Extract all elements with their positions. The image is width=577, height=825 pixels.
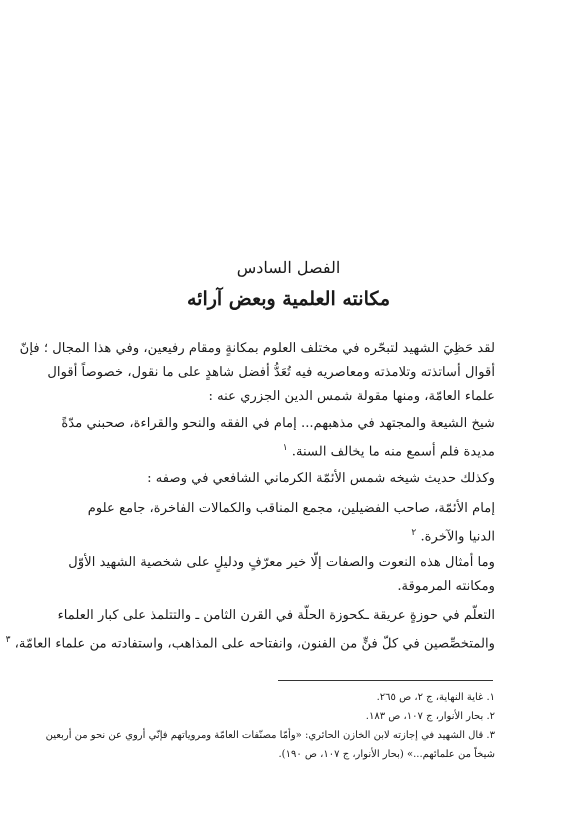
text-line: أقوال أساتذته وتلامذته ومعاصريه فيه تُعَدُّ أفضل شاهدٍ على ما نقول، خصوصاً أقوال xyxy=(47,365,495,380)
text-line: ومكانته المرموقة. xyxy=(397,579,495,594)
quote-text: الدنيا والآخرة. xyxy=(420,529,495,545)
text-line: التعلّم في حوزةٍ عريقة ـكحوزة الحلّة في القرن الثامن ـ والتتلمذ على كبار العلماء xyxy=(57,608,495,623)
text-line: علماء العامّة، ومنها مقولة شمس الدين الجزري عنه : xyxy=(208,389,495,404)
footnote-reference: ٢ xyxy=(411,528,417,538)
text-line xyxy=(75,436,495,464)
footnote-1: ١. غاية النهاية، ج ٢، ص ٢٦٥. xyxy=(376,692,495,703)
text-line xyxy=(5,628,495,656)
chapter-title: مكانته العلمية وبعض آرائه xyxy=(186,288,391,310)
text-line xyxy=(75,521,495,549)
footnotes xyxy=(45,688,495,764)
paragraph-education xyxy=(5,604,495,656)
text-line: إمام الأئمّة، صاحب الفضيلين، مجمع المناقب والكمالات الفاخرة، جامع علوم xyxy=(87,501,495,516)
footnote-2: ٢. بحار الأنوار، ج ١٠٧، ص ١٨٣. xyxy=(365,711,495,722)
footnote-reference: ٣ xyxy=(5,635,11,645)
footnote-3: ٣. قال الشهيد في إجازته لابن الخازن الحائري: «وأمّا مصنّفات العامّة ومروياتهم فإنّي أروي عن نحو من أربعين xyxy=(45,730,495,741)
quote-text: مديدة فلم أسمع منه ما يخالف السنة. xyxy=(291,444,495,460)
chapter-number: الفصل السادس xyxy=(236,258,341,277)
text-line: وما أمثال هذه النعوت والصفات إلّا خير معرّفٍ ودليلٍ على شخصية الشهيد الأوّل xyxy=(68,555,495,570)
text-line: شيخ الشيعة والمجتهد في مذهبهم... إمام في الفقه والنحو والقراءة، صحبني مدّةً xyxy=(61,416,495,431)
education-text: والمتخصِّصين في كلّ فنٍّ من الفنون، وانفتاحه على المذاهب، واستفادته من علماء العامّة، xyxy=(14,636,495,652)
paragraph-transition xyxy=(75,467,495,491)
paragraph-intro xyxy=(19,337,495,409)
footnote-reference: ١ xyxy=(282,443,288,453)
paragraph-evidence xyxy=(68,551,495,599)
quote-kirmani xyxy=(75,497,495,549)
footnote-divider xyxy=(278,680,493,681)
text-line: وكذلك حديث شيخه شمس الأئمّة الكرماني الشافعي في وصفه : xyxy=(147,471,495,486)
text-line: لقد حَظِيَ الشهيد لتبحّره في مختلف العلوم بمكانةٍ ومقام رفيعين، وفي هذا المجال ؛ فإنّ xyxy=(19,341,495,356)
quote-jazari xyxy=(61,412,495,464)
footnote-3-continued: شيخاً من علمائهم...» (بحار الأنوار، ج ١٠٧، ص ١٩٠). xyxy=(278,749,495,760)
